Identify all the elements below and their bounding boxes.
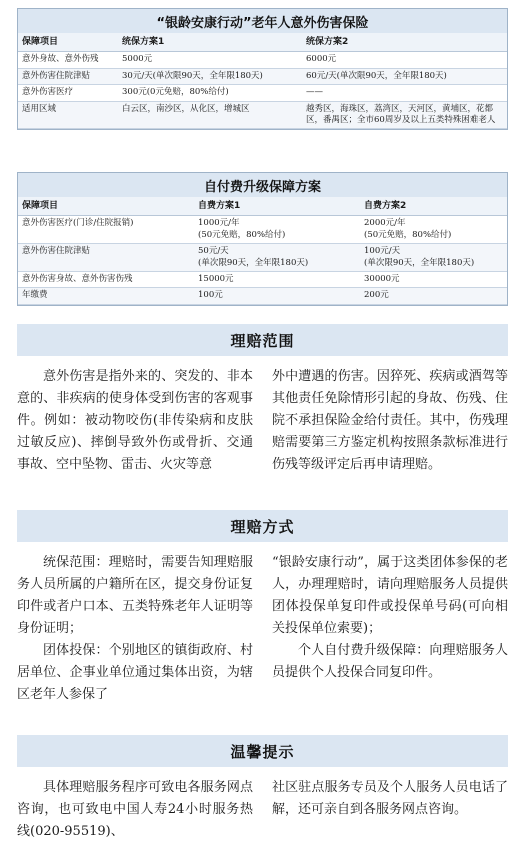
table-cell: 越秀区，海珠区，荔湾区，天河区，黄埔区，花都区，番禺区；全市60周岁及以上五类特殊困难老人 <box>302 101 507 129</box>
table-cell: 5000元 <box>118 52 302 68</box>
table-cell: 100元 <box>194 288 360 304</box>
table-row <box>18 85 507 101</box>
claim-scope-body <box>17 366 508 476</box>
claim-method-body <box>17 552 508 706</box>
paragraph: 意外伤害是指外来的、突发的、非本意的、非疾病的使身体受到伤害的客观事件。例如：被动物咬伤(非传染病和皮肤过敏反应)、摔倒导致外伤或骨折、交通事故、空中坠物、雷击、火灾等意 <box>17 369 253 472</box>
table-cell: 2000元/年 (50元免赔，80%给付) <box>360 216 507 244</box>
table1-panel <box>17 8 508 130</box>
paragraph: 统保范围：理赔时，需要告知理赔服务人员所属的户籍所在区，提交身份证复印件或者户口本、五类特殊老年人证明等身份证明； <box>17 555 253 636</box>
section-heading-claim-method: 理赔方式 <box>17 510 508 542</box>
paragraph: 外中遭遇的伤害。因猝死、疾病或酒驾等其他责任免除情形引起的身故、伤残、住院不承担保险金给付责任。其中，伤残理赔需要第三方鉴定机构按照条款标准进行伤残等级评定后再申请理赔。 <box>272 369 508 472</box>
tips-left-column <box>17 777 253 843</box>
claim-method-right-column <box>272 552 508 706</box>
paragraph: 个人自付费升级保障：向理赔服务人员提供个人投保合同复印件。 <box>272 643 508 680</box>
table-cell: 年缴费 <box>18 288 194 304</box>
table1-header: 统保方案2 <box>302 33 507 52</box>
table-row <box>18 68 507 84</box>
table1-header: 保障项目 <box>18 33 118 52</box>
section-heading-claim-scope: 理赔范围 <box>17 324 508 356</box>
table1-header: 统保方案1 <box>118 33 302 52</box>
table-row <box>18 272 507 288</box>
table-row <box>18 244 507 272</box>
table2-header: 自费方案2 <box>360 197 507 216</box>
table-row <box>18 52 507 68</box>
table-cell: 1000元/年 (50元免赔，80%给付) <box>194 216 360 244</box>
table-cell: 100元/天 (单次限90天，全年限180天) <box>360 244 507 272</box>
table-cell: 意外伤害医疗 <box>18 85 118 101</box>
table2-panel <box>17 172 508 306</box>
table-cell: 意外伤害身故、意外伤害伤残 <box>18 272 194 288</box>
table2 <box>18 197 507 305</box>
table-row <box>18 288 507 304</box>
table-row <box>18 216 507 244</box>
paragraph: 社区驻点服务专员及个人服务人员电话了解，还可亲自到各服务网点咨询。 <box>272 780 508 817</box>
tips-body <box>17 777 508 843</box>
claim-scope-right-column <box>272 366 508 476</box>
table-cell: 50元/天 (单次限90天，全年限180天) <box>194 244 360 272</box>
table-cell: 200元 <box>360 288 507 304</box>
table-cell: 30元/天(单次限90天，全年限180天) <box>118 68 302 84</box>
paragraph: “银龄安康行动”，属于这类团体参保的老人，办理理赔时，请向理赔服务人员提供团体投保单复印件或投保单号码(可向相关投保单位索要)； <box>272 555 508 636</box>
tips-right-column <box>272 777 508 843</box>
paragraph: 团体投保：个别地区的镇街政府、村居单位、企事业单位通过集体出资，为辖区老年人参保了 <box>17 643 253 702</box>
table1 <box>18 33 507 129</box>
claim-scope-left-column <box>17 366 253 476</box>
table-cell: —— <box>302 85 507 101</box>
claim-method-left-column <box>17 552 253 706</box>
table-cell: 意外伤害医疗(门诊/住院报销) <box>18 216 194 244</box>
table-row <box>18 101 507 129</box>
table-cell: 300元(0元免赔，80%给付) <box>118 85 302 101</box>
table2-header: 自费方案1 <box>194 197 360 216</box>
table-cell: 60元/天(单次限90天，全年限180天) <box>302 68 507 84</box>
table2-title: 自付费升级保障方案 <box>18 173 507 197</box>
table-cell: 适用区域 <box>18 101 118 129</box>
table-cell: 意外身故、意外伤残 <box>18 52 118 68</box>
table1-title: “银龄安康行动”老年人意外伤害保险 <box>18 9 507 33</box>
table-cell: 白云区，南沙区，从化区，增城区 <box>118 101 302 129</box>
table2-header: 保障项目 <box>18 197 194 216</box>
table-cell: 意外伤害住院津贴 <box>18 244 194 272</box>
table-cell: 15000元 <box>194 272 360 288</box>
table-cell: 意外伤害住院津贴 <box>18 68 118 84</box>
table-cell: 6000元 <box>302 52 507 68</box>
table-cell: 30000元 <box>360 272 507 288</box>
paragraph: 具体理赔服务程序可致电各服务网点咨询，也可致电中国人寿24小时服务热线(020-95519)、 <box>17 780 253 839</box>
section-heading-tips: 温馨提示 <box>17 735 508 767</box>
